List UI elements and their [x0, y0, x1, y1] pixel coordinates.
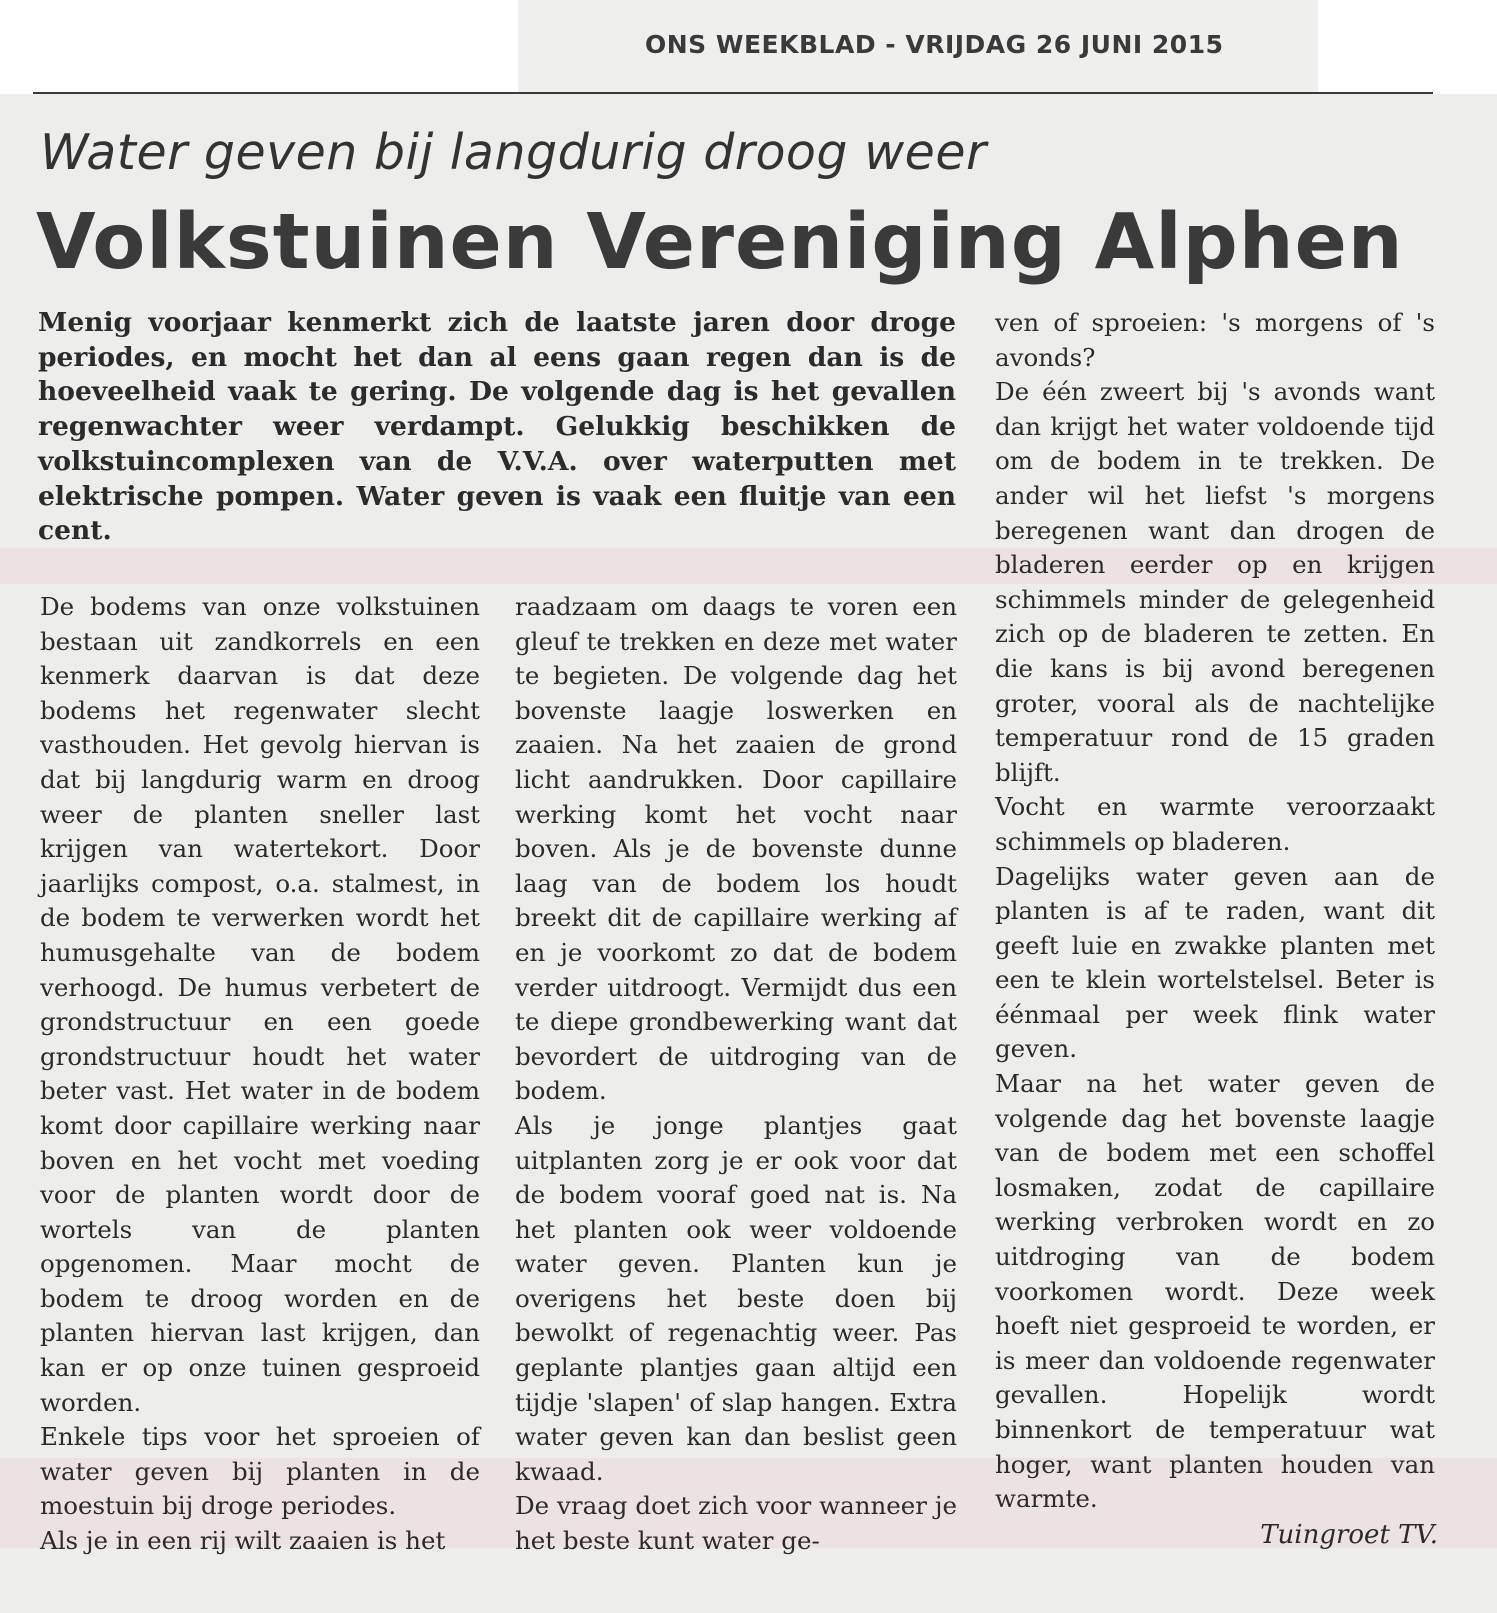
- article-column-1: De bodems van onze volkstuinen bestaan uit zandkorrels en een kenmerk daarvan is dat deze bodems het regenwater slecht vasthouden. Het gevolg hiervan is dat bij langdurig warm en droog weer de planten sneller last krijgen van watertekort. Door jaarlijks compost, o.a. stalmest, in de bodem te verwerken wordt het humusgehalte van de bodem verhoogd. De humus verbetert de grondstructuur en een goede grondstructuur houdt het water beter vast. Het water in de bodem komt door capillaire werking naar boven en het vocht met voeding voor de planten wordt door de wortels van de planten opgenomen. Maar mocht de bodem te droog worden en de planten hiervan last krijgen, dan kan er op onze tuinen gesproeid worden. Enkele tips voor het sproeien of water geven bij planten in de moestuin bij droge periodes. Als je in een rij wilt zaaien is het: [40, 592, 480, 1556]
- article-column-2: raadzaam om daags te voren een gleuf te trekken en deze met water te begieten. De volgende dag het bovenste laagje loswerken en zaaien. Na het zaaien de grond licht aandrukken. Door capillaire werking komt het vocht naar boven. Als je de bovenste dunne laag van de bodem los houdt breekt dit de capillaire werking af en je voorkomt zo dat de bodem verder uitdroogt. Vermijdt dus een te diepe grondbewerking want dat bevordert de uitdroging van de bodem. Als je jonge plantjes gaat uitplanten zorg je er ook voor dat de bodem vooraf goed nat is. Na het planten ook weer voldoende water geven. Planten kun je overigens het beste doen bij bewolkt of regenachtig weer. Pas geplante plantjes gaan altijd een tijdje 'slapen' of slap hangen. Extra water geven kan dan beslist geen kwaad. De vraag doet zich voor wanneer je het beste kunt water ge-: [515, 592, 957, 1556]
- paper-margin-left: [0, 0, 518, 94]
- paper-margin-right: [1318, 0, 1497, 94]
- article-title: Volkstuinen Vereniging Alphen: [36, 198, 1404, 287]
- article-subtitle: Water geven bij langdurig droog weer: [40, 124, 987, 181]
- header-rule: [33, 92, 1433, 94]
- article-intro: Menig voorjaar kenmerkt zich de laatste jaren door droge periodes, en mocht het dan al eens gaan regen dan is de hoeveelheid vaak te gering. De volgende dag is het gevallen regenwachter weer verdampt. Gelukkig beschikken de volkstuincomplexen van de V.V.A. over waterputten met elektrische pompen. Water geven is vaak een fluitje van een cent.: [38, 307, 956, 547]
- article-column-3: ven of sproeien: 's morgens of 's avonds? De één zweert bij 's avonds want dan krijgt het water voldoende tijd om de bodem in te trekken. De ander wil het liefst 's morgens beregenen want dan drogen de bladeren eerder op en krijgen schimmels minder de gelegenheid zich op de bladeren te zetten. En die kans is bij avond beregenen groter, vooral als de nachtelijke temperatuur rond de 15 graden blijft. Vocht en warmte veroorzaakt schimmels op bladeren. Dagelijks water geven aan de planten is af te raden, want dit geeft luie en zwakke planten met een te klein wortelstelsel. Beter is éénmaal per week flink water geven. Maar na het water geven de volgende dag het bovenste laagje van de bodem met een schoffel losmaken, zodat de capillaire werking verbroken wordt en zo uitdroging van de bodem voorkomen wordt. Deze week hoeft niet gesproeid te worden, er is meer dan voldoende regenwater gevallen. Hopelijk wordt binnenkort de temperatuur wat hoger, want planten houden van warmte.: [995, 308, 1435, 1514]
- article-signature: Tuingroet TV.: [1260, 1520, 1438, 1550]
- masthead: ONS WEEKBLAD - VRIJDAG 26 JUNI 2015: [645, 30, 1224, 59]
